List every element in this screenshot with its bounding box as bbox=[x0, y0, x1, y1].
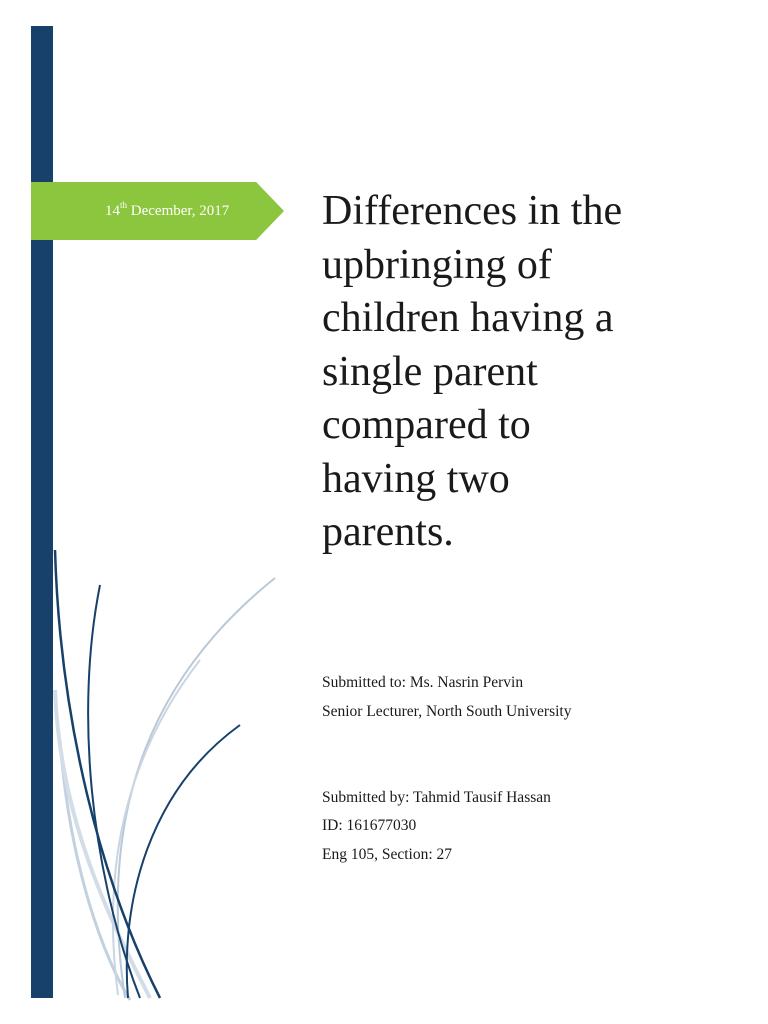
title-line: Differences in the bbox=[322, 188, 623, 234]
instructor-title: Senior Lecturer, North South University bbox=[322, 703, 572, 720]
light-curve bbox=[118, 578, 275, 998]
submitted-by: Submitted by: Tahmid Tausif Hassan bbox=[322, 789, 551, 806]
document-title bbox=[322, 185, 742, 560]
student-id: ID: 161677030 bbox=[322, 817, 417, 834]
light-curve bbox=[55, 690, 150, 998]
dark-curve bbox=[127, 725, 240, 998]
title-line: single parent bbox=[322, 348, 538, 395]
title-line: upbringing of bbox=[322, 241, 552, 288]
submitted-to: Submitted to: Ms. Nasrin Pervin bbox=[322, 674, 524, 691]
title-line: compared to bbox=[322, 402, 531, 448]
title-line: children having a bbox=[322, 295, 614, 341]
title-line: parents. bbox=[322, 509, 454, 555]
course-section: Eng 105, Section: 27 bbox=[322, 846, 453, 863]
decorative-curves bbox=[0, 540, 290, 1010]
dark-curve bbox=[55, 550, 160, 998]
title-line: having two bbox=[322, 455, 510, 502]
date-label: 14th December, 2017 bbox=[105, 200, 230, 219]
